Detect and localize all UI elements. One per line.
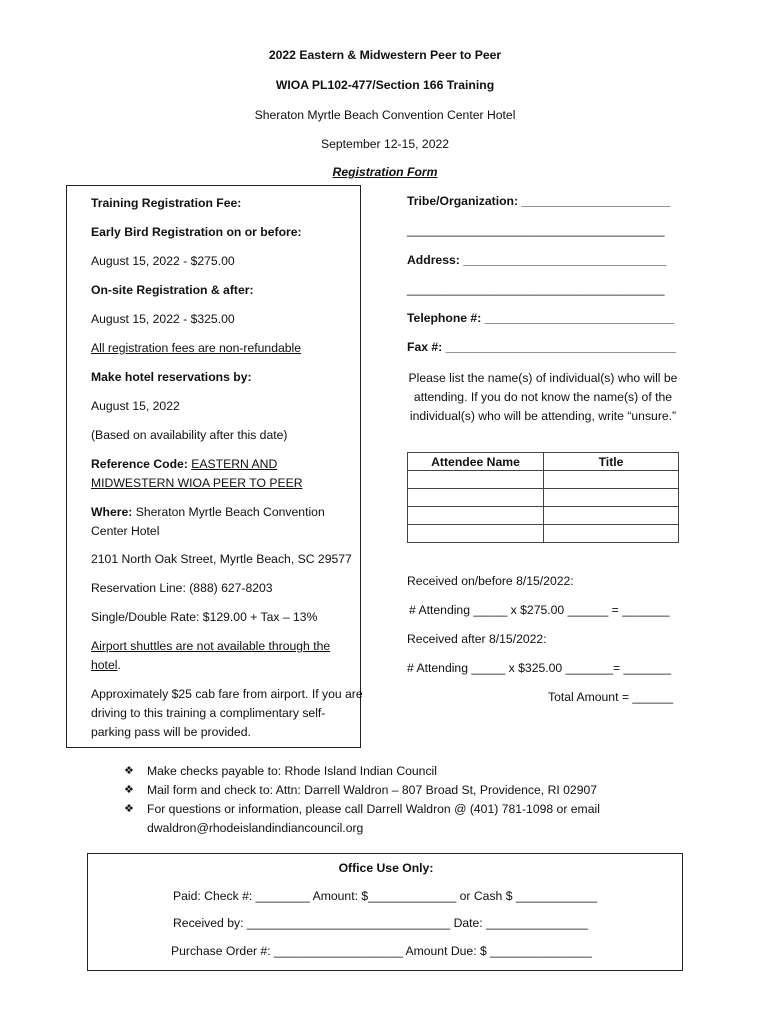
purchase-order-line[interactable]: Purchase Order #: ___________________ Amount Due: $ _______________ [171, 944, 592, 958]
street-address: 2101 North Oak Street, Myrtle Beach, SC 29577 [91, 552, 352, 566]
bullet-text: For questions or information, please call Darrell Waldron @ (401) 781-1098 or email dwaldron@rhodeislandindiancouncil.org [147, 802, 600, 835]
title-cell[interactable] [544, 489, 679, 507]
reference-code-label: Reference Code: [91, 457, 188, 471]
shuttle-text: Airport shuttles are not available through the hotel [91, 639, 331, 672]
reservation-line: Reservation Line: (888) 627-8203 [91, 581, 273, 595]
bullet-text: Make checks payable to: Rhode Island Indian Council [147, 764, 437, 778]
reference-code [91, 455, 353, 493]
telephone-field[interactable]: Telephone #: ____________________________ [407, 311, 675, 325]
room-rate: Single/Double Rate: $129.00 + Tax – 13% [91, 610, 318, 624]
diamond-bullet-icon: ❖ [124, 784, 134, 796]
list-item [124, 781, 644, 800]
attendee-table-header [408, 453, 679, 471]
reference-code-value: EASTERN AND MIDWESTERN WIOA PEER TO PEER [91, 457, 303, 490]
early-bird-heading: Early Bird Registration on or before: [91, 225, 302, 239]
office-use-title: Office Use Only: [338, 861, 434, 875]
received-after-label: Received after 8/15/2022: [407, 632, 547, 646]
cab-note: Approximately $25 cab fare from airport. If you are driving to this training a complimentary self-parking pass will be provided. [91, 687, 363, 739]
fax-field[interactable]: Fax #: __________________________________ [407, 340, 677, 354]
title-line-1: 2022 Eastern & Midwestern Peer to Peer [268, 48, 502, 62]
shuttle-note [91, 637, 353, 675]
attendee-name-cell[interactable] [408, 525, 544, 543]
address-field[interactable]: Address: ______________________________ [407, 253, 667, 267]
hotel-date: August 15, 2022 [91, 399, 180, 413]
dates-line: September 12-15, 2022 [320, 137, 450, 151]
title-cell[interactable] [544, 525, 679, 543]
bullet-text: Mail form and check to: Attn: Darrell Waldron – 807 Broad St, Providence, RI 02907 [147, 783, 598, 797]
list-item [124, 762, 644, 781]
title-cell[interactable] [544, 507, 679, 525]
attendee-instructions: Please list the name(s) of individual(s) who will be attending. If you do not know the name(s) of the individual(s) who will be attending, write “unsure.” [408, 371, 678, 423]
received-by-line[interactable]: Received by: ______________________________ Date: _______________ [173, 916, 588, 930]
table-row[interactable] [408, 507, 679, 525]
shuttle-period: . [117, 658, 121, 672]
where-label: Where: [91, 505, 133, 519]
availability-note: (Based on availability after this date) [91, 428, 288, 442]
total-amount-field[interactable]: Total Amount = ______ [548, 690, 674, 704]
attendee-name-cell[interactable] [408, 489, 544, 507]
fee-heading: Training Registration Fee: [91, 196, 242, 210]
received-before-label: Received on/before 8/15/2022: [407, 574, 574, 588]
paid-line[interactable]: Paid: Check #: ________ Amount: $_____________ or Cash $ ____________ [173, 889, 598, 903]
attendee-table [407, 452, 679, 543]
where-block [91, 503, 353, 541]
attendee-name-cell[interactable] [408, 507, 544, 525]
where-value: Sheraton Myrtle Beach Convention Center Hotel [91, 505, 325, 538]
list-item [124, 800, 644, 838]
address-field-cont[interactable]: ______________________________________ [407, 282, 665, 296]
early-bird-price: August 15, 2022 - $275.00 [91, 254, 235, 268]
diamond-bullet-icon: ❖ [124, 765, 134, 777]
non-refundable-note: All registration fees are non-refundable [91, 341, 302, 355]
table-row[interactable] [408, 489, 679, 507]
venue-line: Sheraton Myrtle Beach Convention Center Hotel [254, 108, 516, 122]
tribe-field-cont[interactable]: ______________________________________ [407, 223, 665, 237]
table-row[interactable] [408, 471, 679, 489]
attendee-name-cell[interactable] [408, 471, 544, 489]
title-header: Title [544, 453, 679, 471]
attending-before-field[interactable]: # Attending _____ x $275.00 ______ = _______ [409, 603, 670, 617]
tribe-field[interactable]: Tribe/Organization: ______________________ [407, 194, 671, 208]
attendee-name-header: Attendee Name [408, 453, 544, 471]
registration-info-box [66, 185, 361, 748]
form-title: Registration Form [332, 165, 438, 179]
attending-after-field[interactable]: # Attending _____ x $325.00 _______= _______ [407, 661, 671, 675]
diamond-bullet-icon: ❖ [124, 803, 134, 815]
hotel-heading: Make hotel reservations by: [91, 370, 252, 384]
instructions-list [124, 762, 644, 838]
title-cell[interactable] [544, 471, 679, 489]
title-line-2: WIOA PL102-477/Section 166 Training [275, 78, 495, 92]
office-use-box [87, 853, 683, 971]
onsite-heading: On-site Registration & after: [91, 283, 254, 297]
onsite-price: August 15, 2022 - $325.00 [91, 312, 235, 326]
table-row[interactable] [408, 525, 679, 543]
